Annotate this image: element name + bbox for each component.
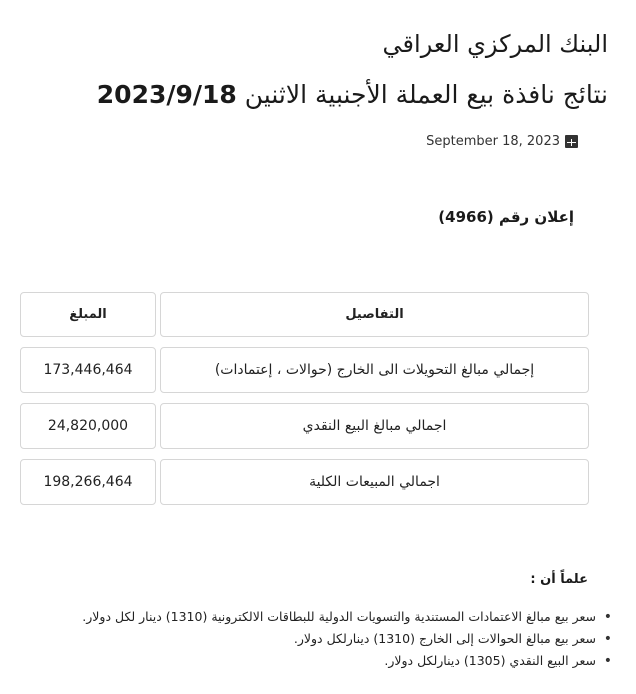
sales-table (20, 292, 589, 515)
headline-date: 2023/9/18 (96, 80, 237, 109)
headline-text: نتائج نافذة بيع العملة الأجنبية الاثنين (244, 80, 608, 109)
page-title (97, 80, 608, 109)
details-cell: إجمالي مبالغ التحويلات الى الخارج (حوالات ، إعتمادات) (160, 347, 589, 393)
post-date (426, 134, 578, 149)
amount-cell: 24,820,000 (20, 403, 156, 449)
details-cell: اجمالي مبالغ البيع النقدي (160, 403, 589, 449)
announcement-number: إعلان رقم (4966) (438, 208, 574, 226)
list-item: • سعر بيع مبالغ الاعتمادات المستندية والتسويات الدولية للبطاقات الالكترونية (1310) دينار لكل دولار. (34, 606, 614, 628)
bank-name: البنك المركزي العراقي (382, 30, 608, 58)
notes-list (34, 606, 614, 672)
details-cell: اجمالي المبيعات الكلية (160, 459, 589, 505)
table-row (20, 459, 589, 505)
header-amount: المبلغ (20, 292, 156, 337)
list-item: • سعر البيع النقدي (1305) دينارلكل دولار. (34, 650, 614, 672)
table-row (20, 403, 589, 449)
table-row (20, 347, 589, 393)
calendar-icon (565, 135, 578, 148)
notes-title: علماً أن : (530, 572, 588, 587)
amount-cell: 173,446,464 (20, 347, 156, 393)
amount-cell: 198,266,464 (20, 459, 156, 505)
table-header-row (20, 292, 589, 337)
post-date-text: September 18, 2023 (426, 134, 560, 149)
header-details: التفاصيل (160, 292, 589, 337)
list-item: • سعر بيع مبالغ الحوالات إلى الخارج (1310) دينارلكل دولار. (34, 628, 614, 650)
